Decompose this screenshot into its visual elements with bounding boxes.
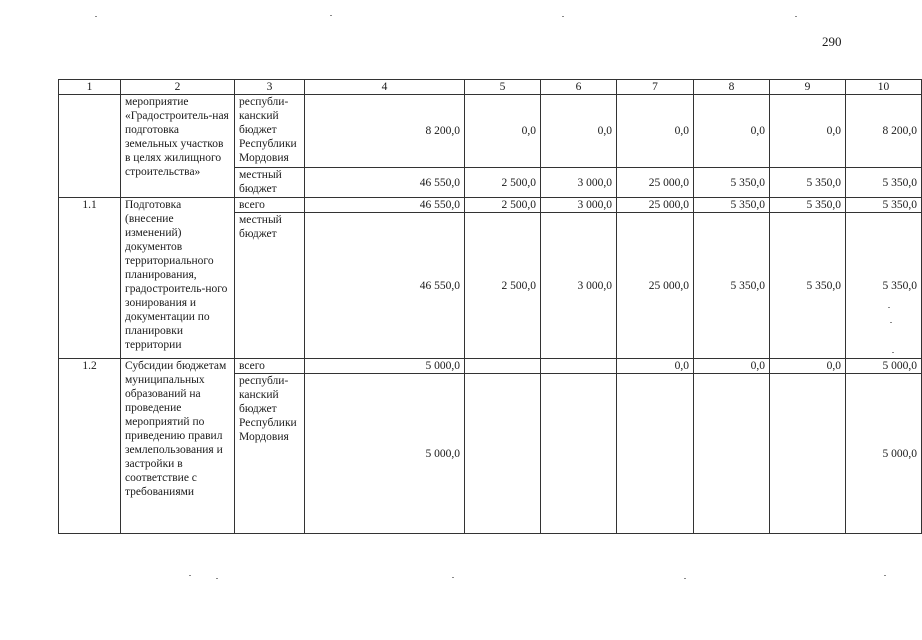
funding-source: республи-канский бюджет Республики Мордовия bbox=[235, 95, 305, 168]
amount-cell: 2 500,0 bbox=[465, 198, 541, 213]
budget-table bbox=[58, 79, 922, 534]
amount-cell: 8 200,0 bbox=[305, 95, 465, 168]
funding-source: республи-канский бюджет Республики Мордовия bbox=[235, 374, 305, 534]
measure-name: мероприятие «Градостроитель-ная подготовка земельных участков в целях жилищного строительства» bbox=[121, 95, 235, 198]
amount-cell: 5 350,0 bbox=[770, 198, 846, 213]
header-row bbox=[59, 80, 922, 95]
scan-speck bbox=[216, 578, 218, 579]
measure-name: Подготовка (внесение изменений) документов территориального планирования, градостроитель-ного зонирования и документации по планировки территории bbox=[121, 198, 235, 359]
header-cell: 1 bbox=[59, 80, 121, 95]
amount-cell: 5 350,0 bbox=[846, 198, 922, 213]
amount-cell: 3 000,0 bbox=[541, 198, 617, 213]
scan-speck bbox=[95, 16, 97, 17]
header-cell: 10 bbox=[846, 80, 922, 95]
amount-cell: 46 550,0 bbox=[305, 198, 465, 213]
measure-name: Субсидии бюджетам муниципальных образований на проведение мероприятий по приведению правил землепользования и застройки в соответствие с требованиями bbox=[121, 359, 235, 534]
table-row bbox=[59, 198, 922, 213]
amount-cell: 0,0 bbox=[465, 95, 541, 168]
amount-cell: 3 000,0 bbox=[541, 168, 617, 198]
header-cell: 5 bbox=[465, 80, 541, 95]
funding-source: местный бюджет bbox=[235, 168, 305, 198]
header-cell: 3 bbox=[235, 80, 305, 95]
header-cell: 8 bbox=[694, 80, 770, 95]
amount-cell: 5 000,0 bbox=[846, 374, 922, 534]
amount-cell: 0,0 bbox=[694, 359, 770, 374]
header-cell: 2 bbox=[121, 80, 235, 95]
page-number: 290 bbox=[822, 34, 842, 49]
amount-cell: 0,0 bbox=[770, 95, 846, 168]
header-cell: 6 bbox=[541, 80, 617, 95]
header-cell: 9 bbox=[770, 80, 846, 95]
amount-cell bbox=[617, 374, 694, 534]
amount-cell: 5 350,0 bbox=[694, 198, 770, 213]
row-index: 1.1 bbox=[59, 198, 121, 359]
amount-cell bbox=[770, 374, 846, 534]
scan-speck bbox=[884, 575, 886, 576]
amount-cell: 46 550,0 bbox=[305, 213, 465, 359]
funding-source: всего bbox=[235, 359, 305, 374]
amount-cell: 0,0 bbox=[541, 95, 617, 168]
amount-cell: 25 000,0 bbox=[617, 168, 694, 198]
amount-cell: 46 550,0 bbox=[305, 168, 465, 198]
scan-speck bbox=[330, 15, 332, 16]
scan-speck bbox=[452, 577, 454, 578]
amount-cell: 5 350,0 bbox=[770, 213, 846, 359]
amount-cell bbox=[465, 359, 541, 374]
amount-cell: 5 000,0 bbox=[305, 359, 465, 374]
funding-source: местный бюджет bbox=[235, 213, 305, 359]
header-cell: 7 bbox=[617, 80, 694, 95]
amount-cell bbox=[541, 359, 617, 374]
scan-speck bbox=[795, 16, 797, 17]
amount-cell bbox=[694, 374, 770, 534]
scan-speck bbox=[189, 575, 191, 576]
amount-cell: 2 500,0 bbox=[465, 213, 541, 359]
amount-cell bbox=[541, 374, 617, 534]
scan-speck bbox=[562, 16, 564, 17]
table-row bbox=[59, 95, 922, 168]
amount-cell: 5 350,0 bbox=[694, 213, 770, 359]
amount-cell: 0,0 bbox=[770, 359, 846, 374]
amount-cell: 5 350,0 bbox=[846, 168, 922, 198]
amount-cell: 5 000,0 bbox=[305, 374, 465, 534]
row-index bbox=[59, 95, 121, 198]
amount-cell: 5 000,0 bbox=[846, 359, 922, 374]
amount-cell: 2 500,0 bbox=[465, 168, 541, 198]
amount-cell: 25 000,0 bbox=[617, 213, 694, 359]
amount-cell: 25 000,0 bbox=[617, 198, 694, 213]
table-row bbox=[59, 359, 922, 374]
amount-cell: 0,0 bbox=[617, 359, 694, 374]
amount-cell bbox=[465, 374, 541, 534]
funding-source: всего bbox=[235, 198, 305, 213]
row-index: 1.2 bbox=[59, 359, 121, 534]
amount-cell: 0,0 bbox=[694, 95, 770, 168]
amount-cell: 5 350,0 bbox=[770, 168, 846, 198]
amount-cell: 0,0 bbox=[617, 95, 694, 168]
amount-cell: 8 200,0 bbox=[846, 95, 922, 168]
amount-cell: 5 350,0 bbox=[846, 213, 922, 359]
scan-speck bbox=[684, 578, 686, 579]
amount-cell: 5 350,0 bbox=[694, 168, 770, 198]
header-cell: 4 bbox=[305, 80, 465, 95]
amount-cell: 3 000,0 bbox=[541, 213, 617, 359]
